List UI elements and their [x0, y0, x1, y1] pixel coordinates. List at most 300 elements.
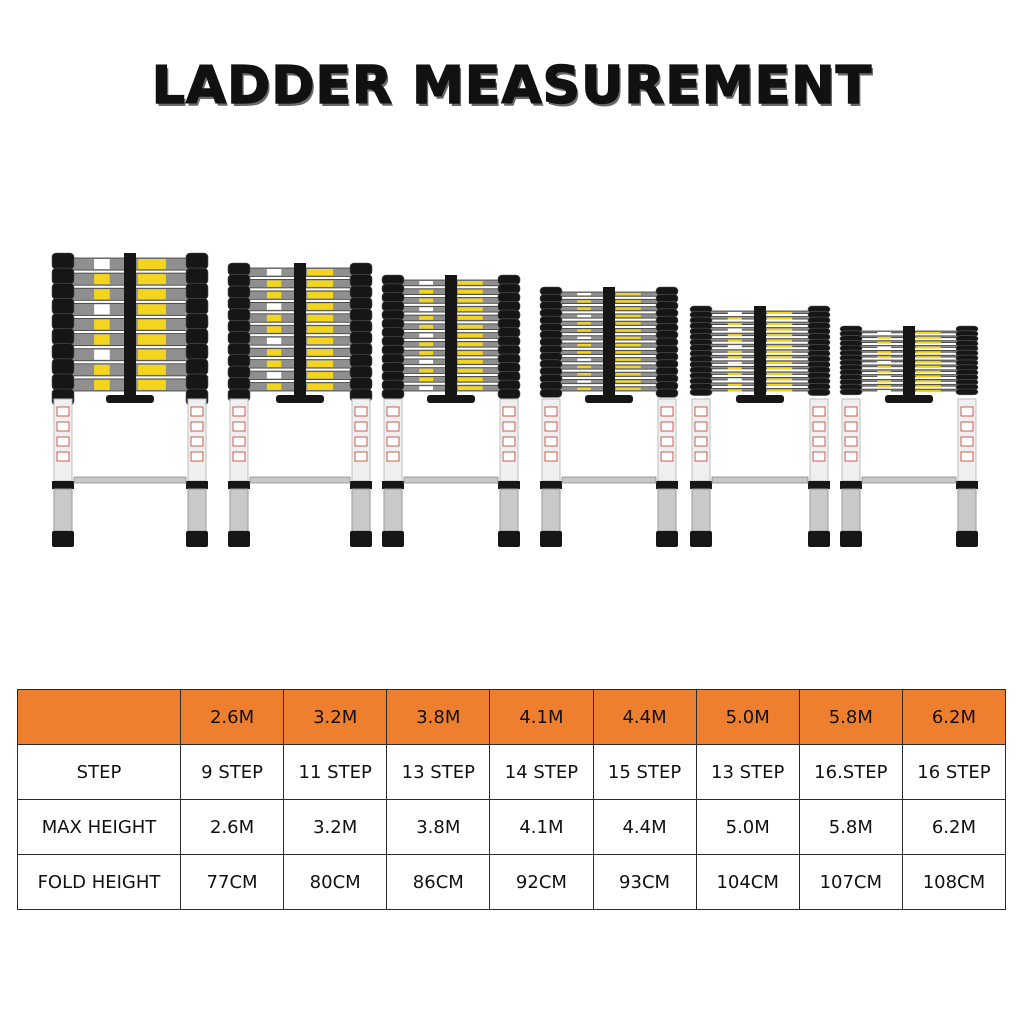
- rung-label: [458, 377, 483, 381]
- rail-joint: [186, 329, 208, 345]
- rung-label: [767, 345, 792, 347]
- bottom-rung: [862, 477, 956, 483]
- rail-joint: [498, 328, 520, 338]
- table-cell: 13 STEP: [696, 745, 799, 800]
- header-cell: 5.8M: [799, 690, 902, 745]
- table-cell: 11 STEP: [284, 745, 387, 800]
- rail-joint: [498, 293, 520, 303]
- rung-label: [458, 360, 483, 364]
- row-label: STEP: [18, 745, 181, 800]
- rung-label: [307, 303, 333, 309]
- table-row-step: [18, 745, 1006, 800]
- rung-label: [307, 280, 333, 286]
- rail-joint: [498, 363, 520, 373]
- header-cell: 4.1M: [490, 690, 593, 745]
- rail-joint: [186, 298, 208, 314]
- rung-label: [307, 372, 333, 378]
- rung-label: [577, 315, 591, 317]
- warning-sticker: [387, 407, 399, 416]
- ladder: [382, 275, 520, 547]
- rail-joint: [382, 336, 404, 346]
- rail-joint: [52, 359, 74, 375]
- rung-label: [419, 334, 433, 338]
- rail-collar: [808, 481, 830, 489]
- rail-joint: [382, 319, 404, 329]
- rung-label: [767, 323, 792, 325]
- rail-joint: [228, 297, 250, 309]
- table-cell: 4.4M: [593, 800, 696, 855]
- rung-label: [877, 385, 891, 387]
- rail-joint: [382, 389, 404, 399]
- rung-label: [767, 334, 792, 336]
- header-cell: 5.0M: [696, 690, 799, 745]
- rung-label: [877, 332, 891, 334]
- rung-label: [916, 361, 941, 363]
- rung-label: [577, 373, 591, 375]
- rung-label: [577, 300, 591, 302]
- rung-label: [307, 269, 333, 275]
- rung-label: [94, 289, 110, 299]
- warning-sticker: [191, 437, 203, 446]
- table-row-max-height: [18, 800, 1006, 855]
- rail-joint: [498, 389, 520, 399]
- rung-label: [767, 367, 792, 369]
- table-cell: 14 STEP: [490, 745, 593, 800]
- rail-joint: [186, 253, 208, 269]
- rung-label: [916, 385, 941, 387]
- warning-sticker: [191, 407, 203, 416]
- center-strap: [124, 253, 136, 403]
- rail-joint: [350, 378, 372, 390]
- rubber-foot: [840, 531, 862, 547]
- warning-sticker: [503, 407, 515, 416]
- warning-sticker: [661, 407, 673, 416]
- rung-label: [138, 319, 166, 329]
- rail-joint: [228, 320, 250, 332]
- rubber-foot: [808, 531, 830, 547]
- rung-label: [767, 351, 792, 353]
- rail-joint: [228, 366, 250, 378]
- rung-label: [767, 329, 792, 331]
- rung-label: [916, 351, 941, 353]
- rail-joint: [498, 380, 520, 390]
- rail-joint: [382, 380, 404, 390]
- rail-collar: [690, 481, 712, 489]
- row-label: MAX HEIGHT: [18, 800, 181, 855]
- rail-tube: [958, 489, 976, 531]
- warning-sticker: [661, 452, 673, 461]
- rung-label: [419, 281, 433, 285]
- rung-label: [767, 356, 792, 358]
- rail-joint: [186, 268, 208, 284]
- rubber-foot: [656, 531, 678, 547]
- rung-label: [616, 351, 641, 353]
- rubber-foot: [956, 531, 978, 547]
- rail-joint: [228, 355, 250, 367]
- header-cell: 6.2M: [902, 690, 1005, 745]
- rung-label: [577, 337, 591, 339]
- rung-label: [419, 377, 433, 381]
- rail-joint: [228, 309, 250, 321]
- rung-label: [767, 312, 792, 314]
- warning-sticker: [545, 407, 557, 416]
- rung-label: [307, 338, 333, 344]
- warning-sticker: [845, 407, 857, 416]
- rung-label: [877, 337, 891, 339]
- rung-label: [577, 329, 591, 331]
- rung-label: [458, 299, 483, 303]
- rung-label: [916, 380, 941, 382]
- rung-label: [307, 326, 333, 332]
- rail-joint: [52, 313, 74, 329]
- rail-joint: [382, 328, 404, 338]
- rail-joint: [382, 275, 404, 285]
- warning-sticker: [813, 422, 825, 431]
- rail-joint: [52, 298, 74, 314]
- rung-label: [138, 380, 166, 390]
- warning-sticker: [233, 437, 245, 446]
- table-cell: 93CM: [593, 855, 696, 910]
- rung-label: [767, 378, 792, 380]
- rail-joint: [228, 286, 250, 298]
- rail-joint: [498, 310, 520, 320]
- rail-joint: [186, 313, 208, 329]
- rung-label: [458, 342, 483, 346]
- warning-sticker: [695, 422, 707, 431]
- rail-collar: [228, 481, 250, 489]
- rung-label: [728, 378, 742, 380]
- table-cell: 3.8M: [387, 800, 490, 855]
- center-strap: [294, 263, 306, 403]
- rung-label: [458, 334, 483, 338]
- rubber-foot: [690, 531, 712, 547]
- warning-sticker: [503, 437, 515, 446]
- warning-sticker: [387, 452, 399, 461]
- bottom-rung: [562, 477, 656, 483]
- ladder: [540, 287, 678, 547]
- rail-tube: [500, 489, 518, 531]
- rung-label: [877, 347, 891, 349]
- rung-label: [94, 259, 110, 269]
- rung-label: [616, 337, 641, 339]
- rung-label: [419, 386, 433, 390]
- rung-label: [138, 350, 166, 360]
- rung-label: [267, 338, 281, 344]
- rung-label: [577, 388, 591, 390]
- rung-label: [877, 366, 891, 368]
- rung-label: [577, 308, 591, 310]
- rail-collar: [350, 481, 372, 489]
- rubber-foot: [498, 531, 520, 547]
- rung-label: [767, 340, 792, 342]
- rung-label: [577, 359, 591, 361]
- table-cell: 4.1M: [490, 800, 593, 855]
- center-strap: [903, 326, 915, 403]
- rung-label: [877, 342, 891, 344]
- rung-label: [728, 345, 742, 347]
- warning-sticker: [191, 452, 203, 461]
- warning-sticker: [387, 437, 399, 446]
- rung-label: [267, 372, 281, 378]
- center-strap: [754, 306, 766, 403]
- rung-label: [877, 351, 891, 353]
- rung-label: [767, 373, 792, 375]
- rail-joint: [382, 293, 404, 303]
- rung-label: [728, 329, 742, 331]
- rail-joint: [498, 284, 520, 294]
- rung-label: [616, 373, 641, 375]
- rung-label: [94, 380, 110, 390]
- rail-joint: [498, 345, 520, 355]
- table-cell: 16.STEP: [799, 745, 902, 800]
- center-strap: [603, 287, 615, 403]
- strap-buckle: [276, 395, 324, 403]
- warning-sticker: [961, 407, 973, 416]
- rail-tube: [658, 489, 676, 531]
- rung-label: [728, 334, 742, 336]
- rung-label: [458, 290, 483, 294]
- warning-sticker: [355, 452, 367, 461]
- strap-buckle: [585, 395, 633, 403]
- rail-tube: [810, 489, 828, 531]
- warning-sticker: [233, 422, 245, 431]
- rung-label: [94, 274, 110, 284]
- rail-joint: [382, 301, 404, 311]
- warning-sticker: [961, 452, 973, 461]
- rung-label: [419, 342, 433, 346]
- rail-joint: [350, 320, 372, 332]
- rail-joint: [350, 274, 372, 286]
- rail-joint: [382, 363, 404, 373]
- rung-label: [916, 347, 941, 349]
- rubber-foot: [540, 531, 562, 547]
- rung-label: [877, 361, 891, 363]
- rung-label: [877, 376, 891, 378]
- rung-label: [307, 292, 333, 298]
- rail-joint: [956, 389, 978, 395]
- rung-label: [458, 307, 483, 311]
- rung-label: [458, 351, 483, 355]
- rail-collar: [382, 481, 404, 489]
- rung-label: [616, 380, 641, 382]
- rail-joint: [656, 389, 678, 397]
- rung-label: [307, 384, 333, 390]
- table-cell: 9 STEP: [181, 745, 284, 800]
- rung-label: [458, 369, 483, 373]
- rung-label: [267, 361, 281, 367]
- rail-joint: [808, 389, 830, 396]
- rail-joint: [228, 332, 250, 344]
- warning-sticker: [813, 407, 825, 416]
- rail-joint: [498, 371, 520, 381]
- rung-label: [138, 304, 166, 314]
- rail-joint: [350, 355, 372, 367]
- rail-joint: [52, 344, 74, 360]
- rail-joint: [350, 286, 372, 298]
- warning-sticker: [545, 452, 557, 461]
- rail-collar: [840, 481, 862, 489]
- rail-collar: [52, 481, 74, 489]
- rung-label: [728, 351, 742, 353]
- warning-sticker: [503, 452, 515, 461]
- ladder: [690, 306, 830, 547]
- warning-sticker: [813, 452, 825, 461]
- rail-joint: [382, 354, 404, 364]
- rail-tube: [230, 489, 248, 531]
- rung-label: [94, 335, 110, 345]
- rail-collar: [656, 481, 678, 489]
- warning-sticker: [233, 452, 245, 461]
- table-cell: 86CM: [387, 855, 490, 910]
- ladder: [52, 253, 208, 547]
- strap-buckle: [106, 395, 154, 403]
- rung-label: [767, 389, 792, 391]
- rung-label: [458, 325, 483, 329]
- rail-joint: [382, 345, 404, 355]
- rail-collar: [498, 481, 520, 489]
- table-cell: 16 STEP: [902, 745, 1005, 800]
- rail-joint: [498, 319, 520, 329]
- rung-label: [767, 362, 792, 364]
- rung-label: [728, 367, 742, 369]
- rung-label: [616, 300, 641, 302]
- rung-label: [728, 340, 742, 342]
- rail-collar: [186, 481, 208, 489]
- rung-label: [577, 366, 591, 368]
- rail-collar: [956, 481, 978, 489]
- rail-joint: [350, 309, 372, 321]
- rung-label: [267, 326, 281, 332]
- rung-label: [419, 299, 433, 303]
- warning-sticker: [57, 407, 69, 416]
- rubber-foot: [228, 531, 250, 547]
- rung-label: [616, 322, 641, 324]
- center-strap: [445, 275, 457, 403]
- rung-label: [767, 318, 792, 320]
- rung-label: [877, 390, 891, 392]
- rail-joint: [498, 301, 520, 311]
- rung-label: [267, 280, 281, 286]
- rung-label: [616, 344, 641, 346]
- rung-label: [419, 290, 433, 294]
- rung-label: [616, 359, 641, 361]
- rung-label: [419, 307, 433, 311]
- warning-sticker: [233, 407, 245, 416]
- rung-label: [307, 361, 333, 367]
- rail-joint: [228, 274, 250, 286]
- rung-label: [138, 274, 166, 284]
- rail-joint: [52, 268, 74, 284]
- bottom-rung: [712, 477, 808, 483]
- warning-sticker: [191, 422, 203, 431]
- header-cell: 4.4M: [593, 690, 696, 745]
- table-cell: 80CM: [284, 855, 387, 910]
- rung-label: [616, 315, 641, 317]
- table-cell: 107CM: [799, 855, 902, 910]
- rung-label: [138, 259, 166, 269]
- rung-label: [877, 371, 891, 373]
- rung-label: [916, 337, 941, 339]
- rail-tube: [188, 489, 206, 531]
- warning-sticker: [355, 437, 367, 446]
- rung-label: [616, 308, 641, 310]
- bottom-rung: [250, 477, 350, 483]
- rung-label: [616, 329, 641, 331]
- rung-label: [267, 269, 281, 275]
- rung-label: [138, 289, 166, 299]
- warning-sticker: [845, 422, 857, 431]
- rung-label: [728, 384, 742, 386]
- rung-label: [419, 325, 433, 329]
- rung-label: [767, 384, 792, 386]
- rail-joint: [52, 283, 74, 299]
- warning-sticker: [695, 437, 707, 446]
- table-cell: 3.2M: [284, 800, 387, 855]
- rail-joint: [186, 359, 208, 375]
- table-header-row: [18, 690, 1006, 745]
- rung-label: [267, 303, 281, 309]
- rung-label: [307, 349, 333, 355]
- rung-label: [267, 315, 281, 321]
- warning-sticker: [545, 422, 557, 431]
- rung-label: [577, 344, 591, 346]
- ladder: [840, 326, 978, 547]
- rail-joint: [840, 389, 862, 395]
- rung-label: [138, 335, 166, 345]
- page-title: LADDER MEASUREMENT: [151, 56, 873, 116]
- rung-label: [616, 293, 641, 295]
- bottom-rung: [404, 477, 498, 483]
- warning-sticker: [961, 437, 973, 446]
- rail-collar: [540, 481, 562, 489]
- rung-label: [419, 369, 433, 373]
- warning-sticker: [545, 437, 557, 446]
- rung-label: [916, 371, 941, 373]
- rung-label: [728, 323, 742, 325]
- warning-sticker: [845, 437, 857, 446]
- rail-joint: [350, 366, 372, 378]
- table-cell: 2.6M: [181, 800, 284, 855]
- table-cell: 5.0M: [696, 800, 799, 855]
- strap-buckle: [427, 395, 475, 403]
- rail-tube: [352, 489, 370, 531]
- warning-sticker: [961, 422, 973, 431]
- rail-joint: [228, 378, 250, 390]
- rail-tube: [542, 489, 560, 531]
- warning-sticker: [57, 422, 69, 431]
- warning-sticker: [57, 452, 69, 461]
- rung-label: [916, 366, 941, 368]
- rail-joint: [690, 389, 712, 396]
- rubber-foot: [52, 531, 74, 547]
- warning-sticker: [387, 422, 399, 431]
- rail-joint: [498, 336, 520, 346]
- rubber-foot: [350, 531, 372, 547]
- bottom-rung: [74, 477, 186, 483]
- rung-label: [419, 351, 433, 355]
- warning-sticker: [57, 437, 69, 446]
- header-cell: [18, 690, 181, 745]
- warning-sticker: [695, 452, 707, 461]
- rung-label: [916, 356, 941, 358]
- ladder-illustrations: [0, 245, 1024, 565]
- rail-joint: [498, 354, 520, 364]
- rail-joint: [350, 343, 372, 355]
- rail-joint: [382, 371, 404, 381]
- rung-label: [458, 281, 483, 285]
- rail-joint: [228, 263, 250, 275]
- rung-label: [577, 351, 591, 353]
